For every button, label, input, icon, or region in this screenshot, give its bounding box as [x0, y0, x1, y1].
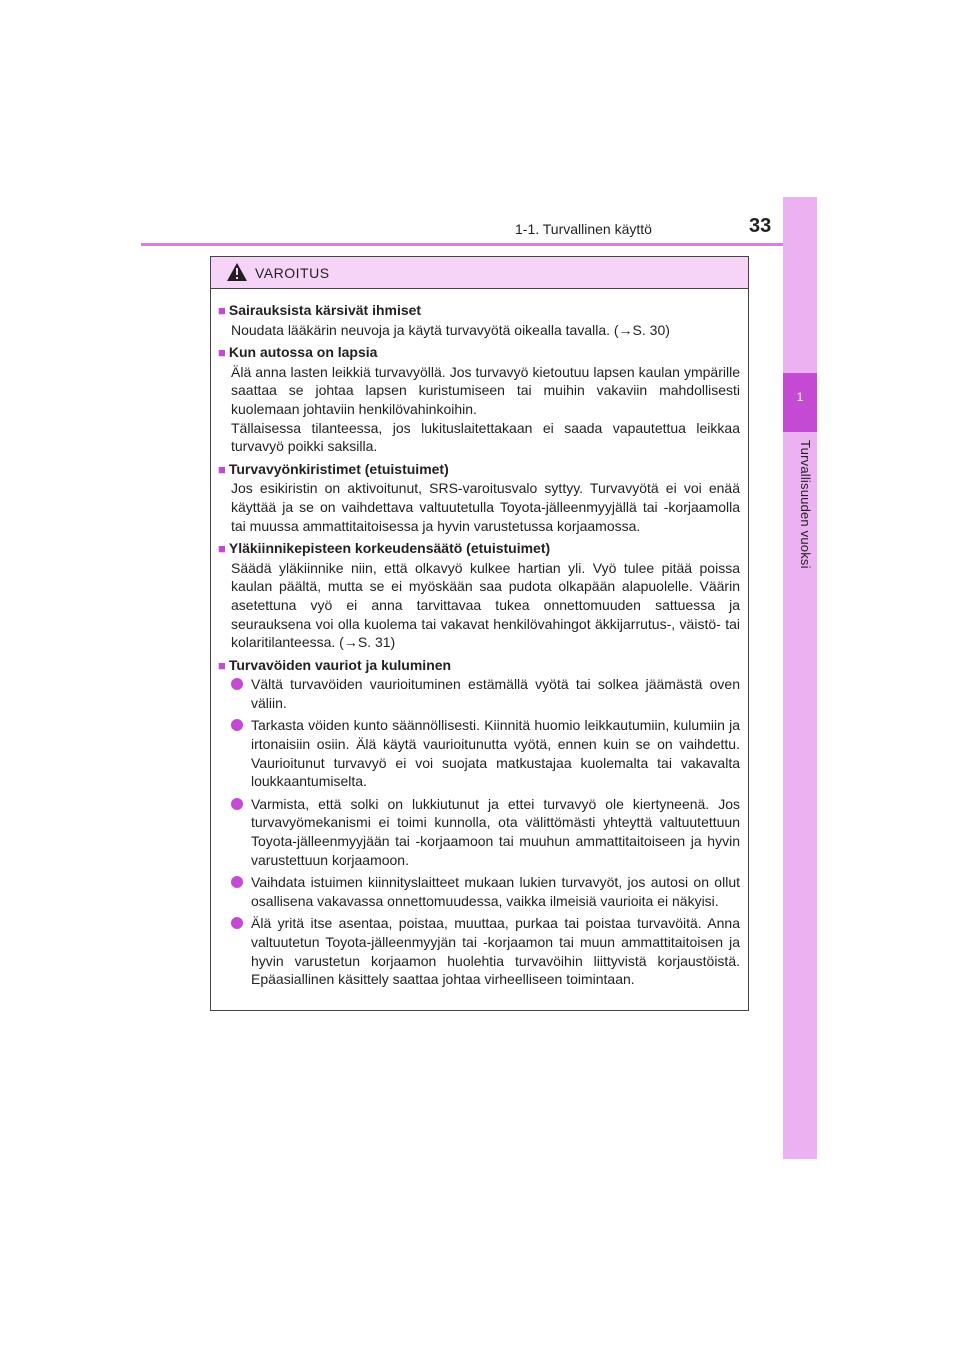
- round-bullet-icon: [231, 917, 243, 929]
- header-rule: [141, 243, 817, 246]
- square-bullet-icon: ■: [218, 345, 226, 361]
- square-bullet-icon: ■: [218, 657, 226, 673]
- section-title: Sairauksista kärsivät ihmiset: [228, 302, 422, 318]
- warning-body: [211, 289, 748, 989]
- round-bullet-icon: [231, 678, 243, 690]
- side-tab-number: 1: [796, 390, 804, 404]
- square-bullet-icon: ■: [218, 303, 226, 318]
- square-bullet-icon: ■: [218, 461, 226, 477]
- list-item: Vaihdata istuimen kiinnityslaitteet mukaan lukien turvavyöt, jos autosi on ollut osallisena vakavassa onnettomuudessa, vaikka ilmeisiä vaurioita ei näkyisi.: [231, 873, 740, 910]
- warning-section: [218, 539, 740, 652]
- section-title: Yläkiinnikepisteen korkeudensäätö (etuistuimet): [228, 540, 551, 557]
- section-title: Turvavyönkiristimet (etuistuimet): [228, 460, 449, 477]
- round-bullet-icon: [231, 719, 243, 731]
- section-paragraph: Älä anna lasten leikkiä turvavyöllä. Jos turvavyö kietoutuu lapsen kaulan ympärille saattaa se johtaa lapsen kuristumiseen tai muihin vakaviin mahdollisesti kuolemaan johtaviin henkilövahinkoihin.: [231, 363, 740, 417]
- side-index-strip: [783, 197, 817, 1159]
- warning-box: [210, 256, 749, 1011]
- warning-section: [218, 343, 740, 456]
- list-item: Varmista, että solki on lukkiutunut ja ettei turvavyö ole kiertyneenä. Jos turvavyömekanismi ei toimi kunnolla, ota välittömästi yhteyttä valtuutettuun Toyota-jälleenmyyjään tai -korjaamoon tai muuhun ammattitaitoiseen ja hyvin varustettuun korjaamoon.: [231, 795, 740, 869]
- section-paragraph: Tällaisessa tilanteessa, jos lukituslaitettakaan ei saada vapautettua leikkaa turvavyö poikki saksilla.: [231, 419, 740, 455]
- round-bullet-icon: [231, 876, 243, 888]
- list-item: Tarkasta vöiden kunto säännöllisesti. Kiinnitä huomio leikkautumiin, kulumiin ja irtonaisiin osiin. Älä käytä vaurioitunutta vyötä, ennen kuin se on vaihdettu. Vaurioitunut turvavyö ei voi suojata matkustajaa kuolemalta tai vakavalta loukkaantumiselta.: [231, 716, 740, 790]
- list-item: Vältä turvavöiden vaurioituminen estämällä vyötä tai solkea jäämästä oven väliin.: [231, 675, 740, 712]
- section-header: 1-1. Turvallinen käyttö: [515, 221, 652, 237]
- section-paragraph: Jos esikiristin on aktivoitunut, SRS-varoitusvalo syttyy. Turvavyötä ei voi enää käyttää ja se on vaihdettava valtuutetulla Toyota-jälleenmyyjällä tai -korjaamolla tai muussa ammattitaitoisessa ja hyvin varustetussa korjaamossa.: [231, 480, 740, 534]
- warning-header: [211, 257, 748, 289]
- warning-section: [218, 656, 740, 989]
- warning-triangle-icon: [226, 262, 248, 282]
- list-item: Älä yritä itse asentaa, poistaa, muuttaa, purkaa tai poistaa turvavöitä. Anna valtuutetun Toyota-jälleenmyyjän tai -korjaamon tai muun ammattitaitoisen ja hyvin varustetun korjaamon huolehtia turvavöihin liittyvistä korjaustöistä. Epäasiallinen käsittely saattaa johtaa virheelliseen toimintaan.: [231, 914, 740, 988]
- warning-section: [218, 460, 740, 535]
- section-paragraph: Noudata lääkärin neuvoja ja käytä turvavyötä oikealla tavalla. (→S. 30): [231, 321, 670, 338]
- section-title: Kun autossa on lapsia: [228, 344, 378, 361]
- warning-section: [218, 301, 740, 339]
- square-bullet-icon: ■: [218, 541, 226, 557]
- page-number: 33: [749, 215, 772, 237]
- round-bullet-icon: [231, 798, 243, 810]
- section-title: Turvavöiden vauriot ja kuluminen: [228, 656, 452, 673]
- side-tab-label: Turvallisuuden vuoksi: [798, 440, 813, 569]
- section-paragraph: Säädä yläkiinnike niin, että olkavyö kulkee hartian yli. Vyö tulee pitää poissa kaulan päältä, mutta se ei myöskään saa pudota olkapään alapuolelle. Väärin asetettuna vyö ei anna tarvittavaa tukea onnettomuuden sattuessa ja seurauksena voi olla kuolema tai vakavat henkilövahingot äkkijarrutus-, väistö- tai kolaritilanteessa. (→S. 31): [231, 559, 740, 651]
- warning-title: VAROITUS: [255, 265, 330, 281]
